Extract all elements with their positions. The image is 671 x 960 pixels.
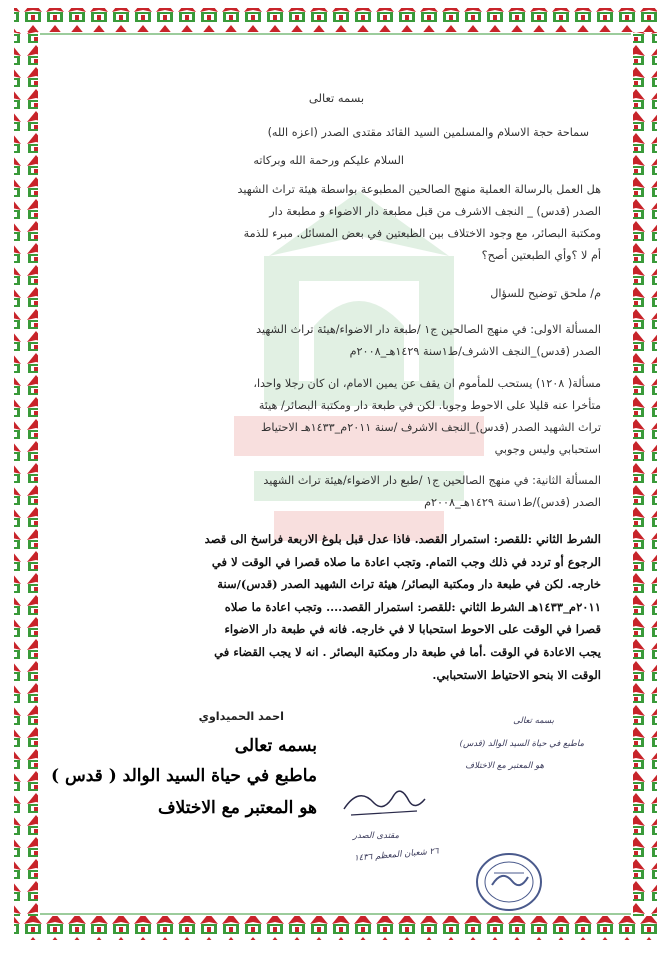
basmala: بسمه تعالى [308, 91, 365, 105]
issue-line: قصرا في الوقت على الاحوط استحبابا لا في خارجه. فانه في طبعة دار الاضواء [224, 622, 601, 637]
issue-line: الرجوع أو تردد في ذلك وجب التمام. وتجب اعادة ما صلاه قصرا في الوقت لا في [211, 554, 601, 569]
issue1-text [81, 373, 601, 461]
issue-line: الصدر (قدس)/ط١سنة ١٤٢٩هـ_٢٠٠٨م [424, 496, 601, 509]
issue2-text [81, 528, 601, 686]
answer-line: هو المعتبر مع الاختلاف [157, 798, 317, 818]
handwritten-line: هو المعتبر مع الاختلاف [465, 761, 544, 771]
handwritten-line: ٢٦ شعبان المعظم ١٤٣٦ [353, 846, 440, 864]
sender-name: احمد الحميداوي [198, 710, 284, 723]
issue-line: يجب الاعادة في الوقت .أما في طبعة دار ومكتبة البصائر . انه لا يجب القضاء في [214, 644, 601, 659]
issue-line: ٢٠١١م_١٤٣٣هـ الشرط الثاني :للقصر: استمرار القصد.... وتجب اعادة ما صلاه [224, 599, 601, 614]
issue-line: متأخرا عنه قليلا على الاحوط وجوبا. لكن في طبعة دار ومكتبة البصائر/ هيئة [258, 399, 601, 412]
signature-icon [339, 781, 429, 821]
issue1-heading [81, 319, 601, 363]
official-stamp-icon [474, 851, 544, 913]
letter-page [44, 36, 629, 911]
question-line: ومكتبة البصائر، مع وجود الاختلاف بين الطبعتين في بعض المسائل. مبرء للذمة [243, 227, 601, 240]
question-paragraph [81, 179, 601, 267]
issue-line: الوقت الا بنحو الاحتياط الاستحبابي. [432, 667, 601, 682]
issue-line: المسألة الاولى: في منهج الصالحين ج١ /طبعة دار الاضواء/هيئة تراث الشهيد [256, 323, 601, 336]
addressee: سماحة حجة الاسلام والمسلمين السيد القائد مقتدى الصدر (اعزه الله) [267, 126, 589, 139]
issue-line: الشرط الثاني :للقصر: استمرار القصد. فاذا عدل قبل بلوغ الاربعة فراسخ الى قصد [204, 532, 601, 546]
handwritten-line: مقتدى الصدر [352, 831, 399, 841]
issue-line: تراث الشهيد الصدر (قدس)_النجف الاشرف /سنة ٢٠١١م_١٤٣٣هـ الاحتياط [261, 421, 601, 434]
issue-line: استحبابي وليس وجوبي [494, 443, 601, 456]
attachment-note: م/ ملحق توضيح للسؤال [490, 287, 601, 300]
handwritten-line: ماطبع في حياة السيد الوالد (قدس) [459, 739, 584, 749]
question-line: هل العمل بالرسالة العملية منهج الصالحين المطبوعة بواسطة هيئة تراث الشهيد [237, 183, 601, 196]
question-line: أم لا ؟وأي الطبعتين أصح؟ [481, 249, 601, 262]
handwritten-line: بسمه تعالى [513, 716, 554, 726]
greeting: السلام عليكم ورحمة الله وبركاته [253, 154, 404, 167]
issue-line: الصدر (قدس)_النجف الاشرف/ط١سنة ١٤٢٩هـ_٢٠٠٨م [349, 345, 601, 358]
issue-line: مسألة( ١٢٠٨) يستحب للمأموم ان يقف عن يمين الامام، ان كان رجلا واحدا، [253, 377, 601, 390]
issue2-heading [81, 470, 601, 514]
answer-line: ماطبع في حياة السيد الوالد ( قدس ) [51, 766, 317, 786]
question-line: الصدر (قدس) _ النجف الاشرف من قبل مطبعة دار الاضواء و مطبعة دار [269, 205, 601, 218]
issue-line: خارجه. لكن في طبعة دار ومكتبة البصائر/ هيئة تراث الشهيد الصدر (قدس)/سنة [217, 577, 601, 592]
issue-line: المسألة الثانية: في منهج الصالحين ج١ /طبع دار الاضواء/هيئة تراث الشهيد [263, 474, 601, 487]
answer-line: بسمه تعالى [234, 736, 317, 756]
